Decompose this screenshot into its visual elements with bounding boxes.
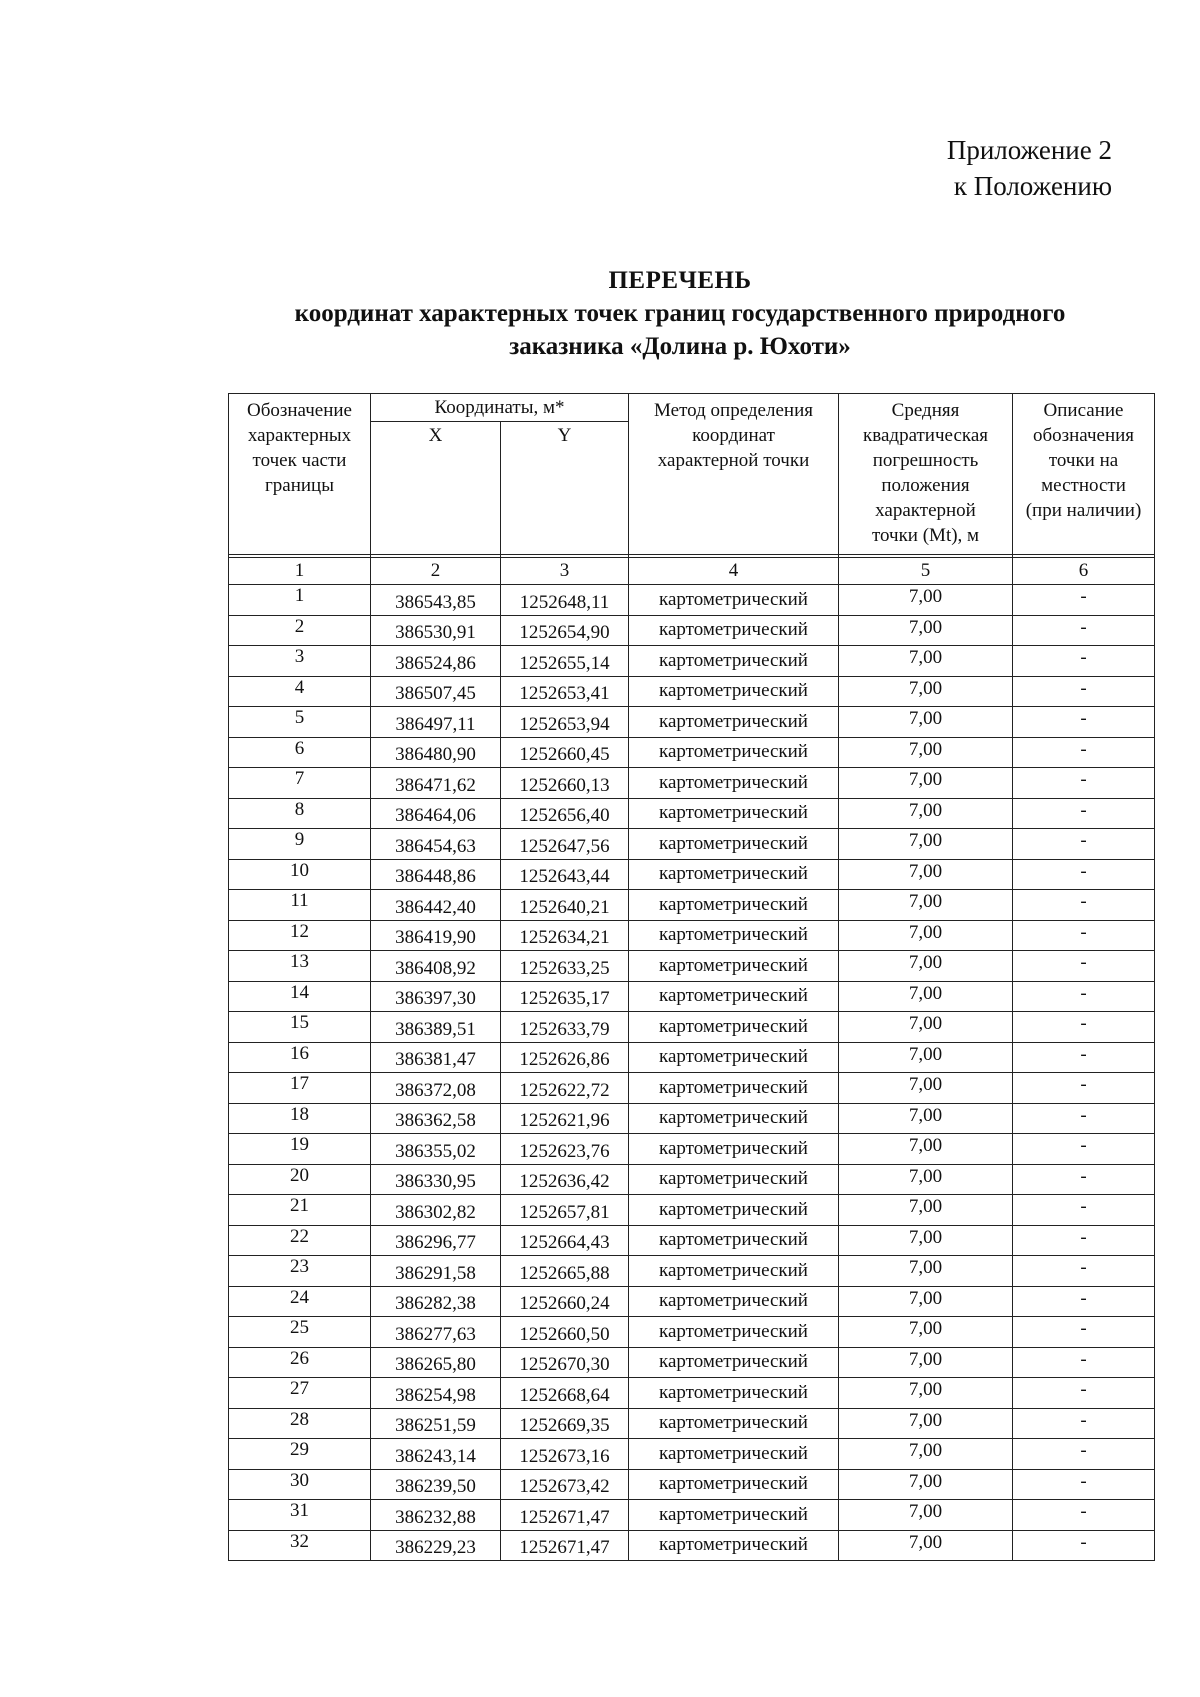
coordinate-y: 1252653,41 (501, 676, 629, 707)
point-number: 4 (229, 676, 371, 707)
method-cell: картометрический (629, 1286, 839, 1317)
accuracy-cell: 7,00 (839, 768, 1013, 799)
coordinate-y: 1252671,47 (501, 1530, 629, 1561)
coordinate-y: 1252635,17 (501, 981, 629, 1012)
method-cell: картометрический (629, 1347, 839, 1378)
coordinate-y: 1252673,42 (501, 1469, 629, 1500)
description-cell: - (1013, 859, 1155, 890)
document-title: ПЕРЕЧЕНЬ (608, 267, 752, 294)
coordinate-x: 386302,82 (371, 1195, 501, 1226)
column-number: 3 (501, 558, 629, 585)
method-cell: картометрический (629, 1103, 839, 1134)
table-row (229, 890, 1155, 921)
description-cell: - (1013, 1073, 1155, 1104)
accuracy-cell: 7,00 (839, 859, 1013, 890)
coordinate-x: 386497,11 (371, 707, 501, 738)
accuracy-cell: 7,00 (839, 1134, 1013, 1165)
column-number: 4 (629, 558, 839, 585)
point-number: 19 (229, 1134, 371, 1165)
coordinate-y: 1252626,86 (501, 1042, 629, 1073)
accuracy-cell: 7,00 (839, 1500, 1013, 1531)
table-row (229, 829, 1155, 860)
table-row (229, 676, 1155, 707)
description-cell: - (1013, 920, 1155, 951)
header-coordinates (371, 394, 629, 422)
point-number: 14 (229, 981, 371, 1012)
point-number: 3 (229, 646, 371, 677)
table-row (229, 646, 1155, 677)
table-body (229, 585, 1155, 1561)
accuracy-cell: 7,00 (839, 646, 1013, 677)
accuracy-cell: 7,00 (839, 1195, 1013, 1226)
table-row (229, 981, 1155, 1012)
method-cell: картометрический (629, 829, 839, 860)
coordinate-y: 1252622,72 (501, 1073, 629, 1104)
coordinate-x: 386277,63 (371, 1317, 501, 1348)
header-coordinates-text: Координаты, м* (434, 397, 565, 418)
accuracy-cell: 7,00 (839, 1439, 1013, 1470)
coordinate-y: 1252664,43 (501, 1225, 629, 1256)
method-cell: картометрический (629, 737, 839, 768)
method-cell: картометрический (629, 768, 839, 799)
point-number: 13 (229, 951, 371, 982)
document-subtitle-line-1: координат характерных точек границ государственного природного (294, 300, 1066, 327)
description-cell: - (1013, 981, 1155, 1012)
table-row (229, 1500, 1155, 1531)
point-number: 23 (229, 1256, 371, 1287)
method-cell: картометрический (629, 1042, 839, 1073)
description-cell: - (1013, 737, 1155, 768)
table-row (229, 615, 1155, 646)
coordinate-x: 386408,92 (371, 951, 501, 982)
accuracy-cell: 7,00 (839, 1256, 1013, 1287)
header-point-designation (229, 394, 371, 555)
document-subtitle-line-2: заказника «Долина р. Юхоти» (509, 333, 851, 360)
coordinate-y: 1252670,30 (501, 1347, 629, 1378)
accuracy-cell: 7,00 (839, 707, 1013, 738)
accuracy-cell: 7,00 (839, 1317, 1013, 1348)
point-number: 5 (229, 707, 371, 738)
point-number: 9 (229, 829, 371, 860)
point-number: 18 (229, 1103, 371, 1134)
description-cell: - (1013, 1408, 1155, 1439)
coordinate-y: 1252668,64 (501, 1378, 629, 1409)
table-row (229, 1073, 1155, 1104)
method-cell: картометрический (629, 585, 839, 616)
method-cell: картометрический (629, 1469, 839, 1500)
header-method-text: Метод определения координат характерной точки (654, 400, 813, 471)
document-heading (230, 264, 1130, 363)
point-number: 31 (229, 1500, 371, 1531)
method-cell: картометрический (629, 1317, 839, 1348)
method-cell: картометрический (629, 1073, 839, 1104)
accuracy-cell: 7,00 (839, 676, 1013, 707)
coordinate-y: 1252660,45 (501, 737, 629, 768)
description-cell: - (1013, 1286, 1155, 1317)
method-cell: картометрический (629, 890, 839, 921)
method-cell: картометрический (629, 676, 839, 707)
point-number: 17 (229, 1073, 371, 1104)
accuracy-cell: 7,00 (839, 1164, 1013, 1195)
table-row (229, 1256, 1155, 1287)
coordinate-y: 1252648,11 (501, 585, 629, 616)
coordinate-y: 1252640,21 (501, 890, 629, 921)
method-cell: картометрический (629, 920, 839, 951)
coordinate-y: 1252660,13 (501, 768, 629, 799)
table-row (229, 707, 1155, 738)
accuracy-cell: 7,00 (839, 920, 1013, 951)
description-cell: - (1013, 676, 1155, 707)
point-number: 7 (229, 768, 371, 799)
table-row (229, 1439, 1155, 1470)
coordinate-x: 386296,77 (371, 1225, 501, 1256)
annex-line-2: к Положению (953, 171, 1112, 201)
coordinate-x: 386232,88 (371, 1500, 501, 1531)
coordinates-table (228, 393, 1155, 1561)
coordinate-y: 1252621,96 (501, 1103, 629, 1134)
table-row (229, 1042, 1155, 1073)
coordinate-x: 386330,95 (371, 1164, 501, 1195)
coordinate-x: 386507,45 (371, 676, 501, 707)
description-cell: - (1013, 1103, 1155, 1134)
coordinate-x: 386397,30 (371, 981, 501, 1012)
description-cell: - (1013, 1256, 1155, 1287)
method-cell: картометрический (629, 707, 839, 738)
coordinate-x: 386530,91 (371, 615, 501, 646)
coordinate-y: 1252654,90 (501, 615, 629, 646)
accuracy-cell: 7,00 (839, 1225, 1013, 1256)
point-number: 25 (229, 1317, 371, 1348)
coordinate-x: 386254,98 (371, 1378, 501, 1409)
coordinate-y: 1252656,40 (501, 798, 629, 829)
coordinate-x: 386471,62 (371, 768, 501, 799)
coordinate-x: 386282,38 (371, 1286, 501, 1317)
coordinate-y: 1252647,56 (501, 829, 629, 860)
coordinate-y: 1252669,35 (501, 1408, 629, 1439)
accuracy-cell: 7,00 (839, 1378, 1013, 1409)
description-cell: - (1013, 1134, 1155, 1165)
table-row (229, 1134, 1155, 1165)
description-cell: - (1013, 615, 1155, 646)
table-row (229, 1195, 1155, 1226)
method-cell: картометрический (629, 798, 839, 829)
header-description-text: Описание обозначения точки на местности (при наличии) (1025, 400, 1142, 521)
description-cell: - (1013, 1530, 1155, 1561)
accuracy-cell: 7,00 (839, 1042, 1013, 1073)
coordinate-y: 1252673,16 (501, 1439, 629, 1470)
point-number: 29 (229, 1439, 371, 1470)
accuracy-cell: 7,00 (839, 1469, 1013, 1500)
method-cell: картометрический (629, 859, 839, 890)
coordinate-x: 386524,86 (371, 646, 501, 677)
coordinate-x: 386480,90 (371, 737, 501, 768)
table-row (229, 1012, 1155, 1043)
coordinate-x: 386229,23 (371, 1530, 501, 1561)
coordinate-x: 386464,06 (371, 798, 501, 829)
table-row (229, 1408, 1155, 1439)
point-number: 10 (229, 859, 371, 890)
table-row (229, 951, 1155, 982)
header-method (629, 394, 839, 555)
coordinate-x: 386243,14 (371, 1439, 501, 1470)
point-number: 2 (229, 615, 371, 646)
description-cell: - (1013, 1439, 1155, 1470)
coordinate-x: 386372,08 (371, 1073, 501, 1104)
method-cell: картометрический (629, 981, 839, 1012)
accuracy-cell: 7,00 (839, 737, 1013, 768)
column-number: 5 (839, 558, 1013, 585)
description-cell: - (1013, 1347, 1155, 1378)
table-row (229, 1164, 1155, 1195)
description-cell: - (1013, 768, 1155, 799)
table-row (229, 1225, 1155, 1256)
column-number: 1 (229, 558, 371, 585)
coordinate-x: 386355,02 (371, 1134, 501, 1165)
table-row (229, 1347, 1155, 1378)
table-row (229, 768, 1155, 799)
coordinate-x: 386265,80 (371, 1347, 501, 1378)
method-cell: картометрический (629, 646, 839, 677)
coordinate-y: 1252665,88 (501, 1256, 629, 1287)
method-cell: картометрический (629, 1164, 839, 1195)
description-cell: - (1013, 707, 1155, 738)
point-number: 32 (229, 1530, 371, 1561)
coordinate-y: 1252660,50 (501, 1317, 629, 1348)
coordinate-y: 1252633,79 (501, 1012, 629, 1043)
coordinate-x: 386419,90 (371, 920, 501, 951)
description-cell: - (1013, 1164, 1155, 1195)
coordinate-x: 386239,50 (371, 1469, 501, 1500)
coordinate-y: 1252671,47 (501, 1500, 629, 1531)
method-cell: картометрический (629, 1012, 839, 1043)
point-number: 30 (229, 1469, 371, 1500)
coordinate-x: 386454,63 (371, 829, 501, 860)
coordinate-x: 386543,85 (371, 585, 501, 616)
coordinate-y: 1252623,76 (501, 1134, 629, 1165)
description-cell: - (1013, 646, 1155, 677)
coordinate-x: 386448,86 (371, 859, 501, 890)
coordinate-y: 1252657,81 (501, 1195, 629, 1226)
description-cell: - (1013, 1469, 1155, 1500)
description-cell: - (1013, 1225, 1155, 1256)
point-number: 1 (229, 585, 371, 616)
table-row (229, 737, 1155, 768)
accuracy-cell: 7,00 (839, 981, 1013, 1012)
accuracy-cell: 7,00 (839, 951, 1013, 982)
accuracy-cell: 7,00 (839, 585, 1013, 616)
method-cell: картометрический (629, 1134, 839, 1165)
header-y (501, 421, 629, 554)
point-number: 12 (229, 920, 371, 951)
coordinate-x: 386362,58 (371, 1103, 501, 1134)
description-cell: - (1013, 829, 1155, 860)
coordinate-y: 1252655,14 (501, 646, 629, 677)
table-row (229, 1469, 1155, 1500)
table-row (229, 585, 1155, 616)
header-x-text: X (428, 424, 443, 446)
table-row (229, 1530, 1155, 1561)
accuracy-cell: 7,00 (839, 1073, 1013, 1104)
header-accuracy (839, 394, 1013, 555)
coordinate-x: 386251,59 (371, 1408, 501, 1439)
method-cell: картометрический (629, 1500, 839, 1531)
coordinate-y: 1252653,94 (501, 707, 629, 738)
method-cell: картометрический (629, 1378, 839, 1409)
accuracy-cell: 7,00 (839, 1012, 1013, 1043)
accuracy-cell: 7,00 (839, 1408, 1013, 1439)
point-number: 26 (229, 1347, 371, 1378)
method-cell: картометрический (629, 615, 839, 646)
accuracy-cell: 7,00 (839, 1530, 1013, 1561)
description-cell: - (1013, 1195, 1155, 1226)
annex-line-1: Приложение 2 (946, 135, 1112, 165)
point-number: 11 (229, 890, 371, 921)
header-description (1013, 394, 1155, 555)
point-number: 27 (229, 1378, 371, 1409)
header-accuracy-text: Средняя квадратическая погрешность положения характерной точки (Mt), м (863, 400, 988, 546)
description-cell: - (1013, 1500, 1155, 1531)
header-y-text: Y (557, 424, 572, 446)
description-cell: - (1013, 1042, 1155, 1073)
header-x (371, 421, 501, 554)
accuracy-cell: 7,00 (839, 1286, 1013, 1317)
description-cell: - (1013, 585, 1155, 616)
coordinate-y: 1252636,42 (501, 1164, 629, 1195)
table-row (229, 1378, 1155, 1409)
accuracy-cell: 7,00 (839, 798, 1013, 829)
coordinate-x: 386291,58 (371, 1256, 501, 1287)
method-cell: картометрический (629, 1195, 839, 1226)
description-cell: - (1013, 951, 1155, 982)
accuracy-cell: 7,00 (839, 615, 1013, 646)
point-number: 24 (229, 1286, 371, 1317)
annex-reference (947, 132, 1112, 204)
accuracy-cell: 7,00 (839, 890, 1013, 921)
method-cell: картометрический (629, 951, 839, 982)
table-row (229, 798, 1155, 829)
point-number: 6 (229, 737, 371, 768)
table-row (229, 859, 1155, 890)
table-row (229, 920, 1155, 951)
header-row-1 (229, 394, 1155, 422)
column-number: 6 (1013, 558, 1155, 585)
coordinate-x: 386389,51 (371, 1012, 501, 1043)
coordinate-y: 1252643,44 (501, 859, 629, 890)
method-cell: картометрический (629, 1439, 839, 1470)
point-number: 22 (229, 1225, 371, 1256)
description-cell: - (1013, 1317, 1155, 1348)
column-numbers-row (229, 558, 1155, 585)
table-row (229, 1103, 1155, 1134)
coordinate-y: 1252634,21 (501, 920, 629, 951)
point-number: 20 (229, 1164, 371, 1195)
coordinate-x: 386442,40 (371, 890, 501, 921)
method-cell: картометрический (629, 1408, 839, 1439)
point-number: 15 (229, 1012, 371, 1043)
point-number: 8 (229, 798, 371, 829)
point-number: 21 (229, 1195, 371, 1226)
method-cell: картометрический (629, 1530, 839, 1561)
table-row (229, 1286, 1155, 1317)
point-number: 16 (229, 1042, 371, 1073)
accuracy-cell: 7,00 (839, 1347, 1013, 1378)
description-cell: - (1013, 798, 1155, 829)
header-point-designation-text: Обозначение характерных точек части границы (247, 400, 352, 496)
accuracy-cell: 7,00 (839, 1103, 1013, 1134)
accuracy-cell: 7,00 (839, 829, 1013, 860)
description-cell: - (1013, 1378, 1155, 1409)
coordinate-y: 1252660,24 (501, 1286, 629, 1317)
point-number: 28 (229, 1408, 371, 1439)
description-cell: - (1013, 1012, 1155, 1043)
description-cell: - (1013, 890, 1155, 921)
column-number: 2 (371, 558, 501, 585)
coordinate-y: 1252633,25 (501, 951, 629, 982)
table-row (229, 1317, 1155, 1348)
coordinate-x: 386381,47 (371, 1042, 501, 1073)
method-cell: картометрический (629, 1256, 839, 1287)
method-cell: картометрический (629, 1225, 839, 1256)
